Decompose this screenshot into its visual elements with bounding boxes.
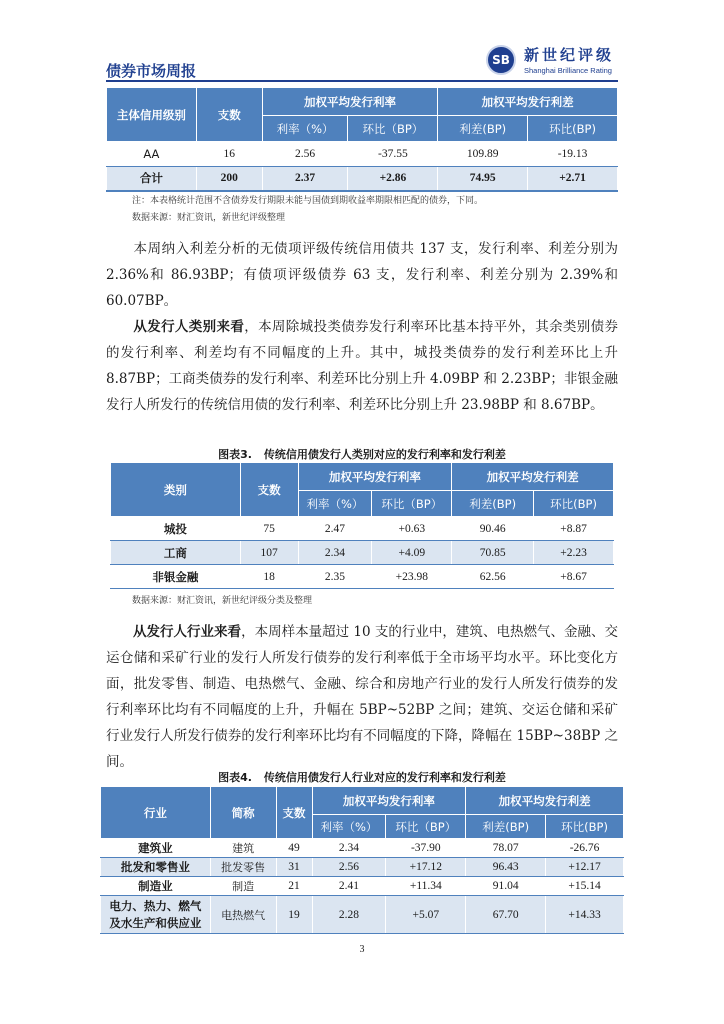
total-label: 合计 xyxy=(107,167,197,191)
row-spread: 91.04 xyxy=(466,877,546,896)
row-spread-change: -26.76 xyxy=(546,839,624,858)
table-row xyxy=(101,858,624,877)
data-source: 数据来源：财汇资讯，新世纪评级整理 xyxy=(132,213,286,223)
paragraph xyxy=(106,619,618,775)
row-rate-change: +17.12 xyxy=(386,858,466,877)
row-label: 建筑业 xyxy=(101,839,211,858)
table-row xyxy=(101,839,624,858)
sub-rate-header: 利率（%） xyxy=(262,116,348,142)
row-label: 工商 xyxy=(111,541,241,565)
sub-spread-header: 利差(BP) xyxy=(452,491,534,517)
paragraph-text: ，本周样本量超过 10 支的行业中，建筑、电热燃气、金融、交运仓储和采矿行业的发行人所发行债券的发行利率低于全市场平均水平。环比变化方面，批发零售、制造、电热燃气、金融、综合和房地产行业的发行人所发行债券的发行利率环比均有不同幅度的上升，升幅在 5BP~52BP 之间；建筑、交运仓储和采矿行业发行人所发行债券的发行利率环比均有不同幅度的下降，降幅在 15BP~38BP 之间。 xyxy=(106,624,618,770)
data-source: 数据来源：财汇资讯，新世纪评级分类及整理 xyxy=(132,596,313,606)
issuer-industry-table xyxy=(100,786,624,934)
col-abbr-header: 简称 xyxy=(210,787,276,839)
sub-rate-change-header: 环比（BP） xyxy=(372,491,452,517)
row-spread: 90.46 xyxy=(452,517,534,541)
row-rate: 2.28 xyxy=(312,896,386,934)
row-rate: 2.41 xyxy=(312,877,386,896)
col-count-header: 支数 xyxy=(276,787,312,839)
row-spread-change: -19.13 xyxy=(528,142,618,167)
row-label: 非银金融 xyxy=(111,565,241,589)
row-count: 21 xyxy=(276,877,312,896)
row-rate: 2.34 xyxy=(312,839,386,858)
sub-spread-change-header: 环比(BP) xyxy=(534,491,614,517)
row-abbr: 制造 xyxy=(210,877,276,896)
row-spread-change: +8.87 xyxy=(534,517,614,541)
total-rate: 2.37 xyxy=(262,167,348,191)
caption-number: 图表3. xyxy=(218,448,252,461)
row-rate-change: -37.55 xyxy=(348,142,438,167)
row-rate-change: -37.90 xyxy=(386,839,466,858)
paragraph-lead: 从发行人类别来看 xyxy=(133,319,245,335)
row-spread: 109.89 xyxy=(438,142,528,167)
figure-caption xyxy=(106,769,618,785)
col-category-header: 类别 xyxy=(111,463,241,517)
logo-emblem-icon: SB xyxy=(486,45,516,75)
sub-rate-header: 利率（%） xyxy=(312,815,386,839)
row-spread-change: +2.23 xyxy=(534,541,614,565)
paragraph xyxy=(106,314,618,418)
table-note: 注：本表格统计范围不含债券发行期限未能与国债到期收益率期限相匹配的债券，下同。 xyxy=(132,196,484,206)
row-count: 75 xyxy=(240,517,298,541)
row-rate: 2.56 xyxy=(262,142,348,167)
row-rate: 2.35 xyxy=(298,565,372,589)
row-rate-change: +11.34 xyxy=(386,877,466,896)
paragraph xyxy=(106,236,618,314)
row-rate-change: +0.63 xyxy=(372,517,452,541)
total-spread-change: +2.71 xyxy=(528,167,618,191)
row-spread: 62.56 xyxy=(452,565,534,589)
table-row xyxy=(111,517,614,541)
table-row xyxy=(111,541,614,565)
sub-spread-change-header: 环比(BP) xyxy=(528,116,618,142)
row-spread-change: +8.67 xyxy=(534,565,614,589)
total-spread: 74.95 xyxy=(438,167,528,191)
caption-number: 图表4. xyxy=(218,771,252,784)
rating-spread-table xyxy=(106,87,618,192)
paragraph-text: 本周纳入利差分析的无债项评级传统信用债共 137 支，发行利率、利差分别为 2.36%和 86.93BP；有债项评级债券 63 支，发行利率、利差分别为 2.39%和 60.07BP。 xyxy=(106,241,618,309)
row-spread: 78.07 xyxy=(466,839,546,858)
group-rate-header: 加权平均发行利率 xyxy=(312,787,466,815)
row-label: 制造业 xyxy=(101,877,211,896)
table-row xyxy=(101,896,624,934)
row-rate: 2.47 xyxy=(298,517,372,541)
group-rate-header: 加权平均发行利率 xyxy=(298,463,452,491)
paragraph-lead: 从发行人行业来看 xyxy=(133,624,242,640)
caption-text: 传统信用债发行人类别对应的发行利率和发行利差 xyxy=(263,448,506,461)
row-label: AA xyxy=(107,142,197,167)
row-spread-change: +15.14 xyxy=(546,877,624,896)
logo-name-cn: 新世纪评级 xyxy=(524,46,615,64)
row-label: 电力、热力、燃气及水生产和供应业 xyxy=(101,896,211,934)
row-count: 49 xyxy=(276,839,312,858)
total-count: 200 xyxy=(196,167,262,191)
row-count: 18 xyxy=(240,565,298,589)
row-spread: 96.43 xyxy=(466,858,546,877)
total-rate-change: +2.86 xyxy=(348,167,438,191)
total-row xyxy=(107,167,618,191)
row-count: 107 xyxy=(240,541,298,565)
row-abbr: 批发零售 xyxy=(210,858,276,877)
row-rate: 2.56 xyxy=(312,858,386,877)
group-spread-header: 加权平均发行利差 xyxy=(438,88,618,116)
row-abbr: 电热燃气 xyxy=(210,896,276,934)
row-rate-change: +4.09 xyxy=(372,541,452,565)
row-count: 16 xyxy=(196,142,262,167)
table-row xyxy=(111,565,614,589)
row-abbr: 建筑 xyxy=(210,839,276,858)
sub-rate-header: 利率（%） xyxy=(298,491,372,517)
paragraph-text: ，本周除城投类债券发行利率环比基本持平外，其余类别债券的发行利率、利差均有不同幅度的上升。其中，城投类债券的发行利差环比上升 8.87BP；工商类债券的发行利率、利差环比分别上升 4.09BP 和 2.23BP；非银金融发行人所发行的传统信用债的发行利率、利差环比分别上升 23.98BP 和 8.67BP。 xyxy=(106,319,619,413)
sub-rate-change-header: 环比（BP） xyxy=(386,815,466,839)
group-rate-header: 加权平均发行利率 xyxy=(262,88,438,116)
company-logo xyxy=(486,44,614,75)
logo-name-en: Shanghai Brilliance Rating xyxy=(524,66,612,75)
col-industry-header: 行业 xyxy=(101,787,211,839)
table-row xyxy=(107,142,618,167)
row-spread-change: +12.17 xyxy=(546,858,624,877)
row-label: 城投 xyxy=(111,517,241,541)
header-divider xyxy=(106,80,618,82)
sub-rate-change-header: 环比（BP） xyxy=(348,116,438,142)
col-count-header: 支数 xyxy=(240,463,298,517)
table-row xyxy=(101,877,624,896)
group-spread-header: 加权平均发行利差 xyxy=(466,787,624,815)
sub-spread-change-header: 环比(BP) xyxy=(546,815,624,839)
report-title: 债券市场周报 xyxy=(106,62,197,80)
row-count: 19 xyxy=(276,896,312,934)
row-rate: 2.34 xyxy=(298,541,372,565)
group-spread-header: 加权平均发行利差 xyxy=(452,463,614,491)
row-spread: 70.85 xyxy=(452,541,534,565)
sub-spread-header: 利差(BP) xyxy=(438,116,528,142)
caption-text: 传统信用债发行人行业对应的发行利率和发行利差 xyxy=(263,771,506,784)
page-number: 3 xyxy=(359,944,365,955)
col-rating-header: 主体信用级别 xyxy=(107,88,197,142)
col-count-header: 支数 xyxy=(196,88,262,142)
row-count: 31 xyxy=(276,858,312,877)
row-spread: 67.70 xyxy=(466,896,546,934)
row-rate-change: +5.07 xyxy=(386,896,466,934)
row-spread-change: +14.33 xyxy=(546,896,624,934)
figure-caption xyxy=(106,446,618,462)
row-label: 批发和零售业 xyxy=(101,858,211,877)
sub-spread-header: 利差(BP) xyxy=(466,815,546,839)
issuer-category-table xyxy=(110,462,614,589)
row-rate-change: +23.98 xyxy=(372,565,452,589)
